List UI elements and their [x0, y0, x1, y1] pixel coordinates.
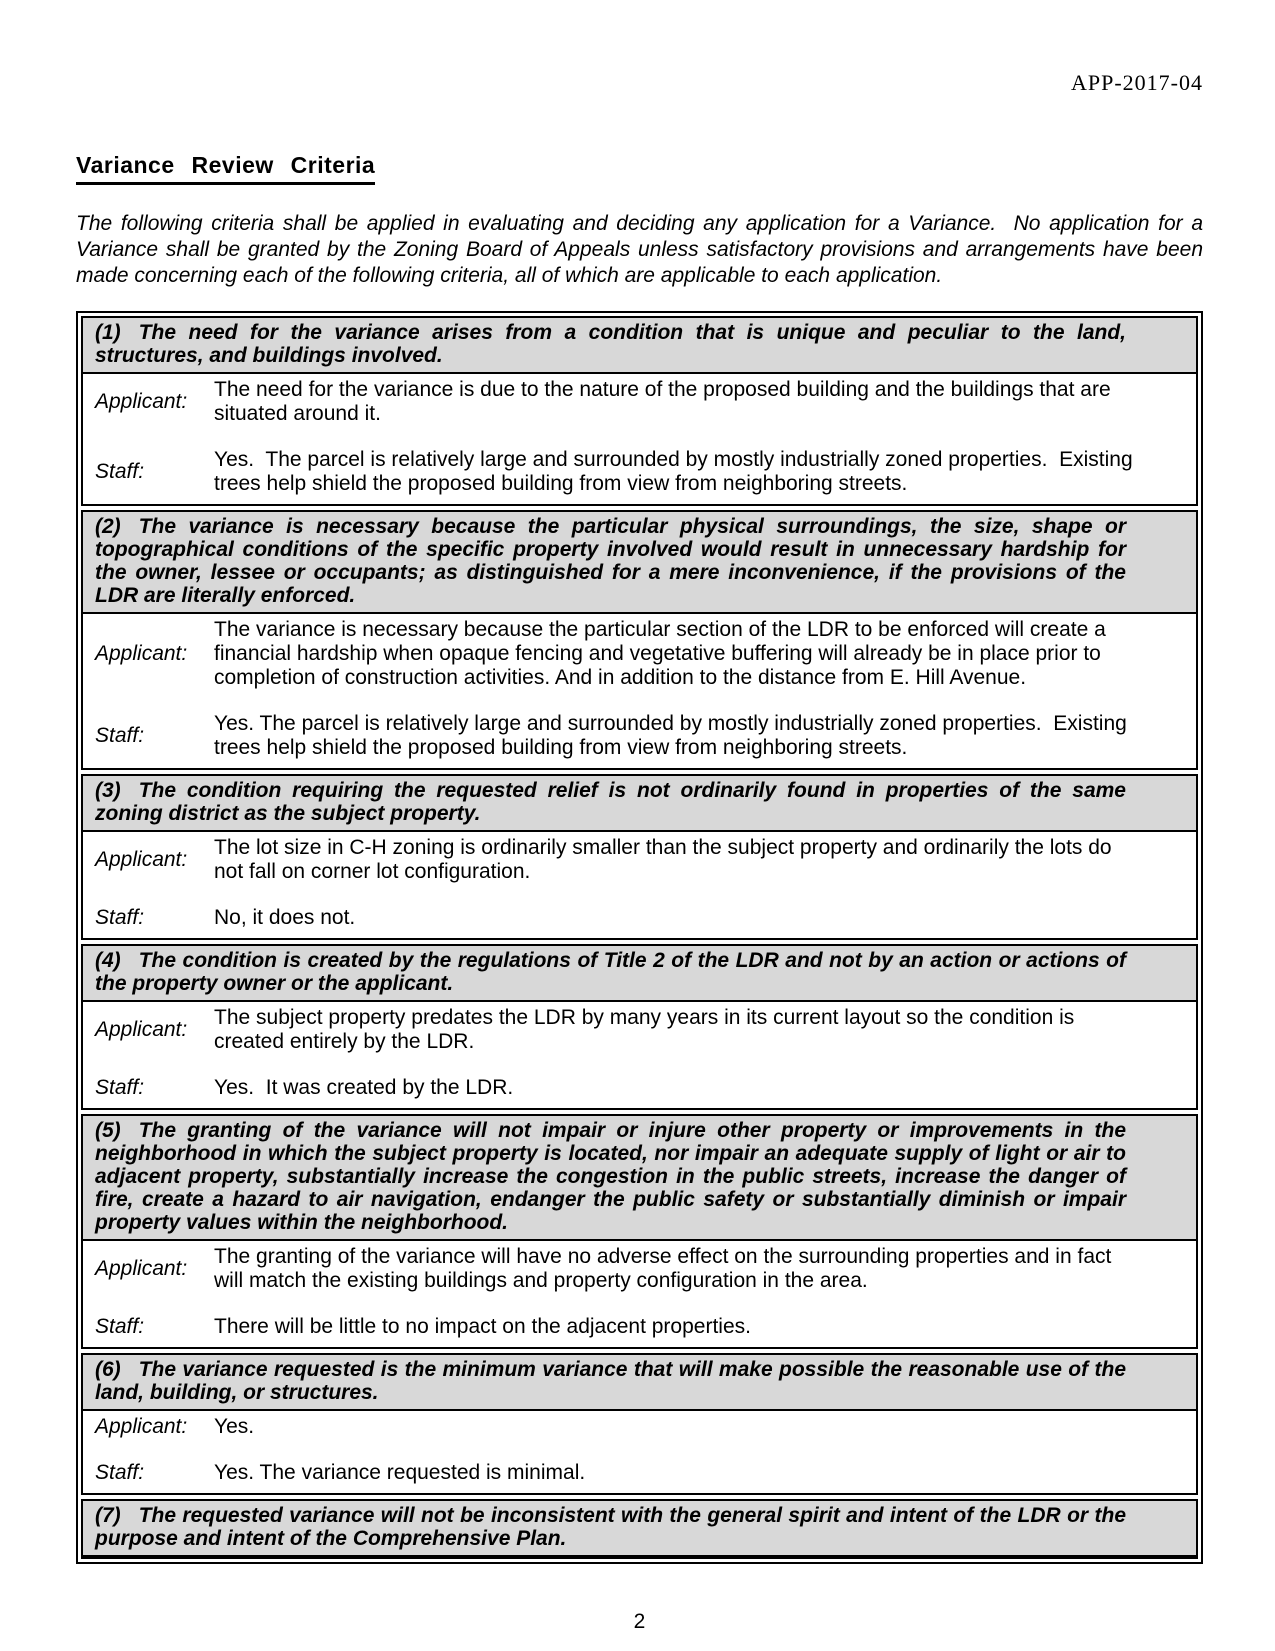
response-label: Staff:	[95, 1315, 145, 1338]
criterion-body	[83, 1002, 1196, 1108]
criterion-body	[83, 1241, 1196, 1347]
criterion-number: (5)	[95, 1119, 121, 1142]
response-row	[83, 1076, 1196, 1100]
page-number: 2	[633, 1610, 646, 1633]
response-label: Applicant:	[95, 390, 188, 413]
page-title: Variance Review Criteria	[76, 152, 375, 185]
criterion-section	[81, 1499, 1198, 1559]
criterion-heading	[83, 1116, 1196, 1241]
response-label: Applicant:	[95, 848, 188, 871]
response-text: Yes. It was created by the LDR.	[214, 1076, 514, 1099]
response-row	[83, 1315, 1196, 1339]
response-label: Applicant:	[95, 1018, 188, 1041]
criterion-section	[81, 1353, 1198, 1495]
document-number: APP-2017-04	[1070, 70, 1203, 95]
response-row	[83, 1245, 1196, 1293]
criterion-section	[81, 944, 1198, 1110]
response-text: The lot size in C-H zoning is ordinarily smaller than the subject property and ordinarily the lots do not fall on corner lot configuration.	[214, 836, 1118, 883]
response-label: Applicant:	[95, 1415, 188, 1438]
criterion-number: (1)	[95, 321, 121, 344]
response-row	[83, 618, 1196, 690]
criterion-number: (4)	[95, 949, 121, 972]
criterion-section	[81, 1114, 1198, 1349]
response-label: Applicant:	[95, 1257, 188, 1280]
criterion-body	[83, 832, 1196, 938]
response-label: Staff:	[95, 906, 145, 929]
response-label: Applicant:	[95, 642, 188, 665]
criterion-body	[83, 374, 1196, 504]
criterion-heading	[83, 946, 1196, 1002]
criterion-heading-text: The condition requiring the requested relief is not ordinarily found in properties of the same zoning district as the subject property.	[95, 779, 1126, 825]
response-label: Staff:	[95, 1461, 145, 1484]
criterion-heading	[83, 512, 1196, 614]
response-row	[83, 1415, 1196, 1439]
criterion-heading-text: The need for the variance arises from a condition that is unique and peculiar to the land, structures, and buildings involved.	[95, 321, 1126, 367]
response-row	[83, 1461, 1196, 1485]
criterion-number: (7)	[95, 1504, 121, 1527]
response-label: Staff:	[95, 724, 145, 747]
criteria-table	[76, 311, 1203, 1564]
response-row	[83, 906, 1196, 930]
response-text: The granting of the variance will have no adverse effect on the surrounding properties and in fact will match the existing buildings and property configuration in the area.	[214, 1245, 1118, 1292]
criterion-number: (3)	[95, 779, 121, 802]
criterion-heading-text: The requested variance will not be inconsistent with the general spirit and intent of the LDR or the purpose and intent of the Comprehensive Plan.	[95, 1504, 1126, 1550]
criterion-section	[81, 510, 1198, 770]
criterion-heading-text: The variance is necessary because the particular physical surroundings, the size, shape or topographical conditions of the specific property involved would result in unnecessary hardship for the owner, lessee or occupants; as distinguished for a mere inconvenience, if the provisions of the LDR are literally enforced.	[95, 515, 1126, 607]
response-row	[83, 378, 1196, 426]
response-row	[83, 1006, 1196, 1054]
response-text: Yes.	[214, 1415, 255, 1438]
page-title-wrap	[76, 152, 1203, 185]
criterion-heading-text: The variance requested is the minimum variance that will make possible the reasonable use of the land, building, or structures.	[95, 1358, 1126, 1404]
criterion-section	[81, 316, 1198, 506]
criterion-body	[83, 1411, 1196, 1493]
response-row	[83, 836, 1196, 884]
criterion-heading	[83, 1501, 1196, 1557]
response-row	[83, 448, 1196, 496]
criterion-number: (2)	[95, 515, 121, 538]
response-row	[83, 712, 1196, 760]
criterion-heading-text: The condition is created by the regulations of Title 2 of the LDR and not by an action or actions of the property owner or the applicant.	[95, 949, 1126, 995]
criterion-section	[81, 774, 1198, 940]
response-text: The need for the variance is due to the nature of the proposed building and the buildings that are situated around it.	[214, 378, 1117, 425]
response-text: Yes. The parcel is relatively large and surrounded by mostly industrially zoned properties. Existing trees help shield the proposed building from view from neighboring streets.	[214, 712, 1133, 759]
criterion-number: (6)	[95, 1358, 121, 1381]
response-text: The subject property predates the LDR by many years in its current layout so the condition is created entirely by the LDR.	[214, 1006, 1081, 1053]
response-label: Staff:	[95, 460, 145, 483]
response-text: There will be little to no impact on the adjacent properties.	[214, 1315, 751, 1338]
response-text: Yes. The parcel is relatively large and surrounded by mostly industrially zoned properties. Existing trees help shield the proposed building from view from neighboring streets.	[214, 448, 1139, 495]
response-text: The variance is necessary because the particular section of the LDR to be enforced will create a financial hardship when opaque fencing and vegetative buffering will already be in place prior to completion of construction activities. And in addition to the distance from E. Hill Avenue.	[214, 618, 1112, 689]
criterion-body	[83, 614, 1196, 768]
criterion-heading	[83, 1355, 1196, 1411]
criterion-heading	[83, 318, 1196, 374]
criterion-heading-text: The granting of the variance will not impair or injure other property or improvements in the neighborhood in which the subject property is located, nor impair an adequate supply of light or air to adjacent property, substantially increase the congestion in the public streets, increase the danger of fire, create a hazard to air navigation, endanger the public safety or substantially diminish or impair property values within the neighborhood.	[95, 1119, 1126, 1234]
intro-paragraph: The following criteria shall be applied in evaluating and deciding any application for a Variance. No application for a Variance shall be granted by the Zoning Board of Appeals unless satisfactory provisions and arrangements have been made concerning each of the following criteria, all of which are applicable to each application.	[76, 212, 1209, 287]
criterion-heading	[83, 776, 1196, 832]
response-text: No, it does not.	[214, 906, 356, 929]
response-label: Staff:	[95, 1076, 145, 1099]
response-text: Yes. The variance requested is minimal.	[214, 1461, 586, 1484]
